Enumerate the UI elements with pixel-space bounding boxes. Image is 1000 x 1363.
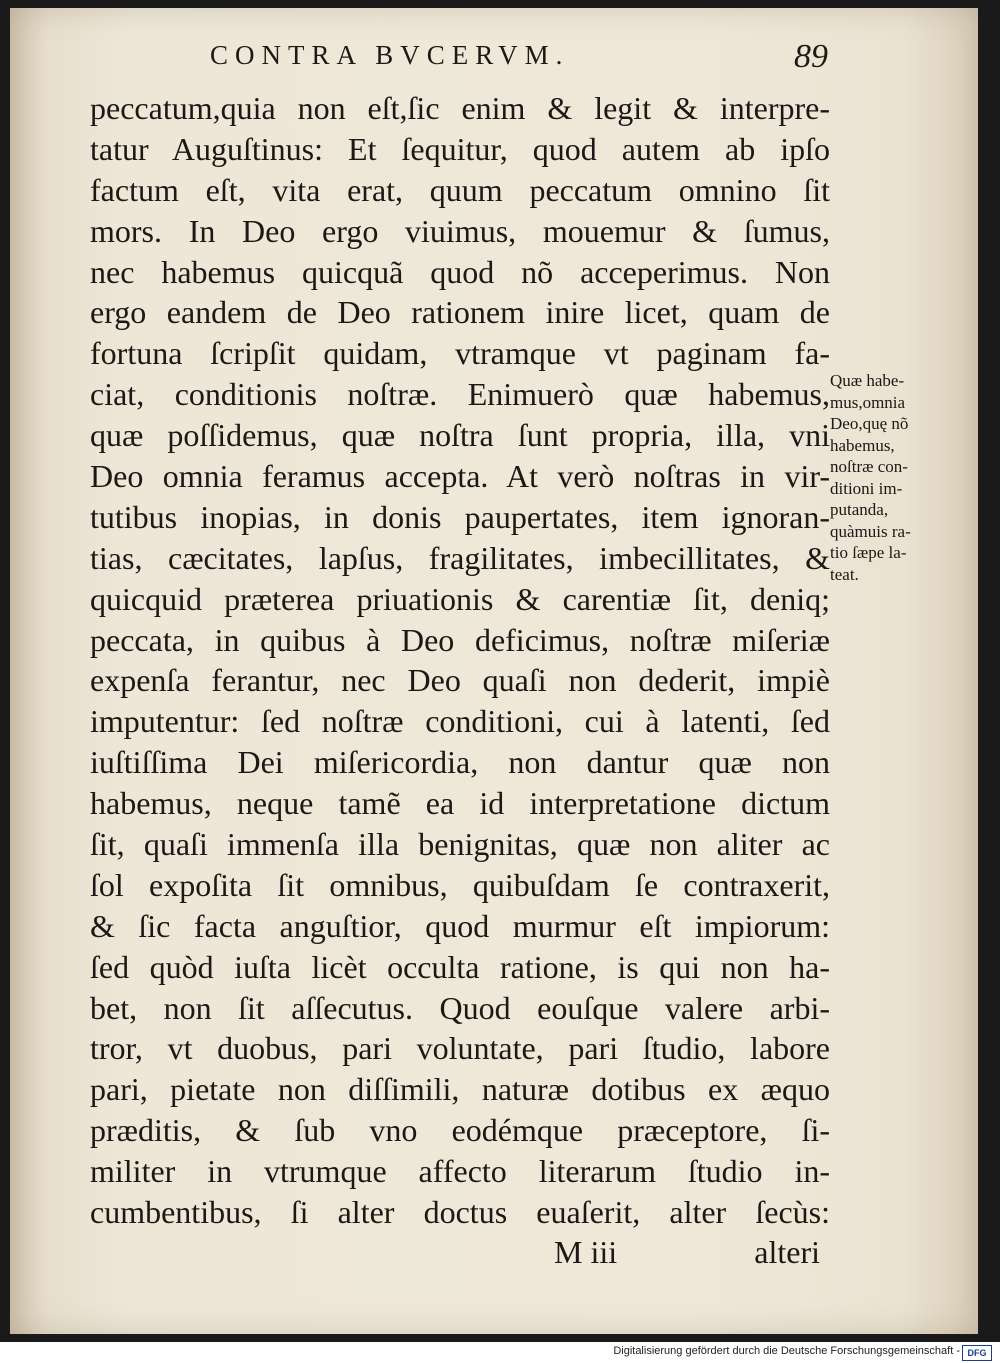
text-line: tror, vt duobus, pari voluntate, pari ſtudio, labore — [90, 1030, 830, 1067]
margin-note-line: putanda, — [830, 500, 889, 519]
page-number: 89 — [794, 38, 828, 75]
book-page — [10, 8, 978, 1334]
text-line: ſit, quaſi immenſa illa benignitas, quæ non aliter ac — [90, 826, 830, 863]
margin-note-line: teat. — [830, 564, 859, 584]
text-line: iuſtiſſima Dei miſericordia, non dantur quæ non — [90, 744, 830, 781]
text-line: & ſic facta anguſtior, quod murmur eſt impiorum: — [90, 907, 830, 944]
text-line: peccata, in quibus à Deo deficimus, noſtræ miſeriæ — [90, 621, 830, 658]
text-line: fortuna ſcripſit quidam, vtramque vt paginam fa- — [90, 335, 830, 372]
text-line: ſed quòd iuſta licèt occulta ratione, is qui non ha- — [90, 948, 830, 985]
signature-line — [90, 1234, 830, 1274]
text-line: præditis, & ſub vno eodémque præceptore, ſi- — [90, 1112, 830, 1149]
text-line: imputentur: ſed noſtræ conditioni, cui à latenti, ſed — [90, 703, 830, 740]
text-line: militer in vtrumque affecto literarum ſtudio in- — [90, 1153, 830, 1190]
margin-note-line: ditioni im- — [830, 478, 903, 498]
text-line: tatur Auguſtinus: Et ſequitur, quod autem ab ipſo — [90, 130, 830, 167]
text-line: factum eſt, vita erat, quum peccatum omnino ſit — [90, 171, 830, 208]
margin-note-line: mus,omnia — [830, 392, 906, 412]
marginal-note — [830, 370, 950, 585]
text-line: quæ poſſidemus, quæ noſtra ſunt propria, illa, vni — [90, 417, 830, 454]
text-line: habemus, neque tamẽ ea id interpretatione dictum — [90, 785, 830, 822]
text-line: tias, cæcitates, lapſus, fragilitates, imbecillitates, & — [90, 539, 830, 576]
body-text — [90, 88, 830, 1233]
margin-note-line: Quæ habe- — [830, 371, 905, 390]
margin-note-line: noſtræ con- — [830, 457, 908, 476]
margin-note-line: quàmuis ra- — [830, 521, 911, 541]
text-line: ſol expoſita ſit omnibus, quibuſdam ſe contraxerit, — [90, 866, 830, 903]
text-line: nec habemus quicquã quod nõ acceperimus. Non — [90, 253, 830, 290]
text-line: ergo eandem de Deo rationem inire licet, quam de — [90, 294, 830, 331]
text-line: quicquid præterea priuationis & carentiæ ſit, deniq; — [90, 580, 830, 617]
text-line: pari, pietate non diſſimili, naturæ dotibus ex æquo — [90, 1071, 830, 1108]
funding-credit: Digitalisierung gefördert durch die Deutsche Forschungsgemeinschaft - — [613, 1345, 960, 1357]
text-line: peccatum,quia non eſt,ſic enim & legit & interpre- — [90, 90, 830, 126]
margin-note-line: Deo,quę nõ — [830, 414, 909, 433]
signature-mark: M iii — [554, 1234, 618, 1270]
text-line: tutibus inopias, in donis paupertates, item ignoran- — [90, 498, 830, 535]
catchword: alteri — [754, 1234, 820, 1270]
text-line: expenſa ferantur, nec Deo quaſi non dederit, impiè — [90, 662, 830, 699]
footer-bar — [0, 1342, 1000, 1363]
text-line: bet, non ſit aſſecutus. Quod eouſque valere arbi- — [90, 989, 830, 1026]
text-line: mors. In Deo ergo viuimus, mouemur & ſumus, — [90, 212, 830, 249]
dfg-logo-icon: DFG — [962, 1345, 992, 1361]
text-line: ciat, conditionis noſtræ. Enimuerò quæ habemus, — [90, 376, 830, 413]
text-line: Deo omnia feramus accepta. At verò noſtras in vir- — [90, 458, 830, 495]
margin-note-line: habemus, — [830, 435, 895, 455]
text-line: cumbentibus, ſi alter doctus euaſerit, alter ſecùs: — [90, 1194, 830, 1231]
running-head: CONTRA BVCERVM. — [210, 40, 570, 70]
margin-note-line: tio ſæpe la- — [830, 543, 907, 562]
